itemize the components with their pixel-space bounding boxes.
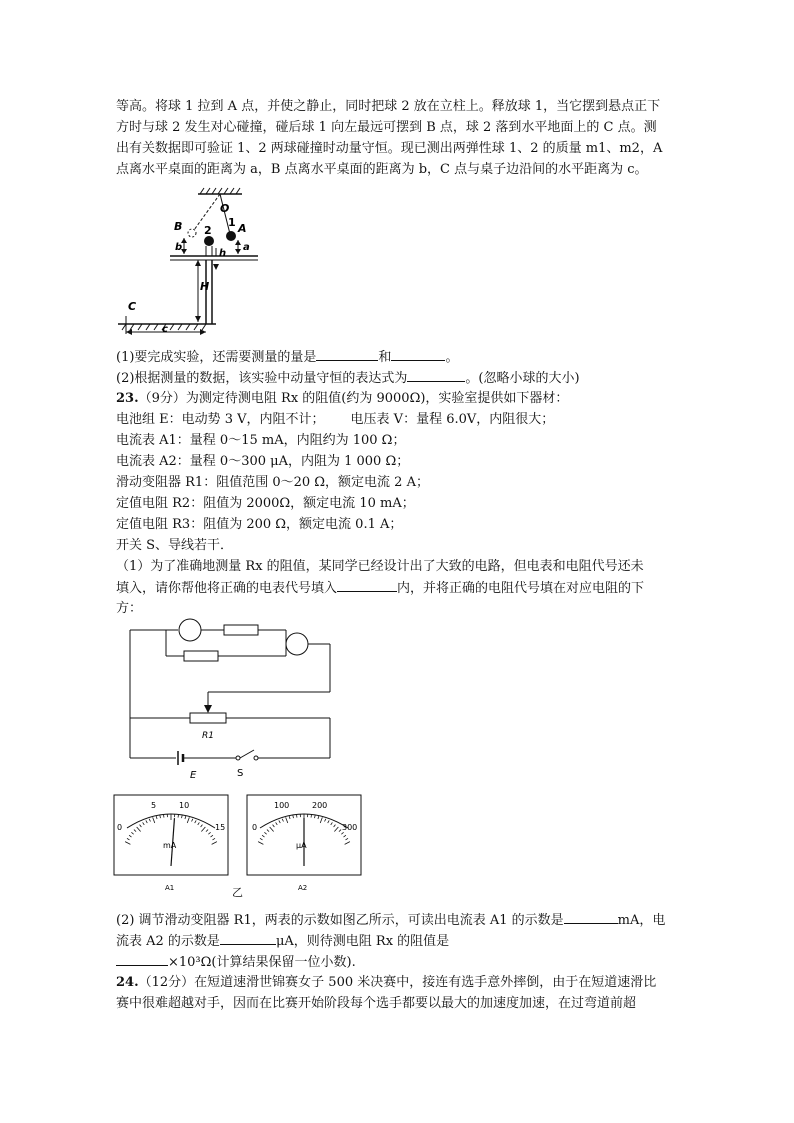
meter-a1-name: A1 <box>165 884 175 892</box>
q24-line-1: 24.（12分）在短道速滑世锦赛女子 500 米决赛中，接连有选手意外摔倒，由于在短道速滑比 <box>116 975 657 990</box>
q23-part-1-line-3: 方： <box>116 601 143 616</box>
q23-part-2-line-1: (2) 调节滑动变阻器 R1，两表的示数如图乙所示，可读出电流表 A1 的示数是 mA，电 <box>116 909 665 931</box>
q23-header: 23.（9分）为测定待测电阻 Rx 的阻值(约为 9000Ω)，实验室提供如下器材： <box>116 391 569 406</box>
q22-part-1: (1)要完成实验，还需要测量的量是 和 。 <box>116 346 458 368</box>
intro-line-4: 点离水平桌面的距离为 a，B 点离水平桌面的距离为 b，C 点与桌子边沿间的水平距离为 c。 <box>116 162 648 177</box>
answer-blank[interactable] <box>316 346 378 361</box>
label-h-large: H <box>200 280 210 293</box>
answer-blank[interactable] <box>391 346 445 361</box>
svg-text:mA: mA <box>163 841 177 850</box>
svg-text:300: 300 <box>342 823 358 832</box>
label-r1: R1 <box>202 731 214 741</box>
label-h-small: h <box>219 248 227 259</box>
meter-blank-2 <box>286 633 308 655</box>
q23-equip-7: 开关 S、导线若干． <box>116 538 234 553</box>
ball-b-position <box>188 229 196 237</box>
svg-text:200: 200 <box>312 801 328 810</box>
label-o: O <box>220 202 230 215</box>
ball-1 <box>226 231 236 241</box>
answer-blank[interactable] <box>337 577 397 592</box>
svg-text:0: 0 <box>252 823 258 832</box>
q23-part-2-line-3: ×10³Ω(计算结果保留一位小数). <box>116 951 356 973</box>
figure-label-yi: 乙 <box>232 886 243 899</box>
resistor-blank-2 <box>184 651 218 661</box>
svg-text:15: 15 <box>215 823 226 832</box>
label-e: E <box>190 770 197 781</box>
q23-equip-6: 定值电阻 R3：阻值为 200 Ω，额定电流 0.1 A； <box>116 517 403 532</box>
svg-text:100: 100 <box>274 801 290 810</box>
intro-line-3: 出有关数据即可验证 1、2 两球碰撞时动量守恒。现已测出两弹性球 1、2 的质量 m1、m2，A <box>116 141 663 156</box>
meter-a2-name: A2 <box>298 884 308 892</box>
circuit-diagram <box>120 618 340 783</box>
q23-part-1-line-2: 填入，请你帮他将正确的电表代号填入 内，并将正确的电阻代号填在对应电阻的下 <box>116 577 644 599</box>
q23-equip-2: 电流表 A1：量程 0～15 mA，内阻约为 100 Ω； <box>116 433 406 448</box>
q23-equip-5: 定值电阻 R2：阻值为 2000Ω，额定电流 10 mA； <box>116 496 415 511</box>
label-ball-1: 1 <box>228 216 236 229</box>
intro-line-1: 等高。将球 1 拉到 A 点，并使之静止，同时把球 2 放在立柱上。释放球 1，当它摆到悬点正下 <box>116 99 661 114</box>
answer-blank[interactable] <box>220 930 276 945</box>
q23-equip-1: 电池组 E：电动势 3 V，内阻不计； 电压表 V：量程 6.0V，内阻很大； <box>116 412 555 427</box>
q23-part-1-line-1: （1）为了准确地测量 Rx 的阻值，某同学已经设计出了大致的电路，但电表和电阻代号还未 <box>116 559 644 574</box>
label-s: S <box>237 768 244 779</box>
answer-blank[interactable] <box>116 951 168 966</box>
label-b-point: B <box>174 220 183 233</box>
q22-part-2: (2)根据测量的数据，该实验中动量守恒的表达式为 。(忽略小球的大小) <box>116 367 580 389</box>
meter-a1 <box>113 794 231 894</box>
label-a-distance: a <box>243 242 250 253</box>
resistor-blank-1 <box>224 625 258 635</box>
svg-text:10: 10 <box>179 801 190 810</box>
label-c-distance: c <box>162 324 168 335</box>
meter-a2 <box>246 794 364 894</box>
answer-blank[interactable] <box>564 909 618 924</box>
pendulum-figure <box>112 186 262 336</box>
ball-2 <box>204 236 214 246</box>
svg-text:μA: μA <box>296 841 307 850</box>
label-c-point: C <box>128 300 137 313</box>
q24-line-2: 赛中很难超越对手，因而在比赛开始阶段每个选手都要以最大的加速度加速，在过弯道前超 <box>116 996 637 1011</box>
label-ball-2: 2 <box>204 224 212 237</box>
switch <box>240 750 254 758</box>
answer-blank[interactable] <box>407 367 465 382</box>
q23-part-2-line-2: 流表 A2 的示数是 μA，则待测电阻 Rx 的阻值是 <box>116 930 449 952</box>
svg-text:0: 0 <box>117 823 123 832</box>
label-a-point: A <box>238 222 247 235</box>
q23-equip-4: 滑动变阻器 R1：阻值范围 0～20 Ω，额定电流 2 A； <box>116 475 429 490</box>
svg-text:5: 5 <box>151 801 157 810</box>
label-b-distance: b <box>175 242 183 253</box>
intro-line-2: 方时与球 2 发生对心碰撞，碰后球 1 向左最远可摆到 B 点，球 2 落到水平地面上的 C 点。测 <box>116 120 657 135</box>
meter-blank-1 <box>179 619 201 641</box>
q23-equip-3: 电流表 A2：量程 0～300 μA，内阻为 1 000 Ω； <box>116 454 410 469</box>
rheostat-r1 <box>190 713 226 723</box>
